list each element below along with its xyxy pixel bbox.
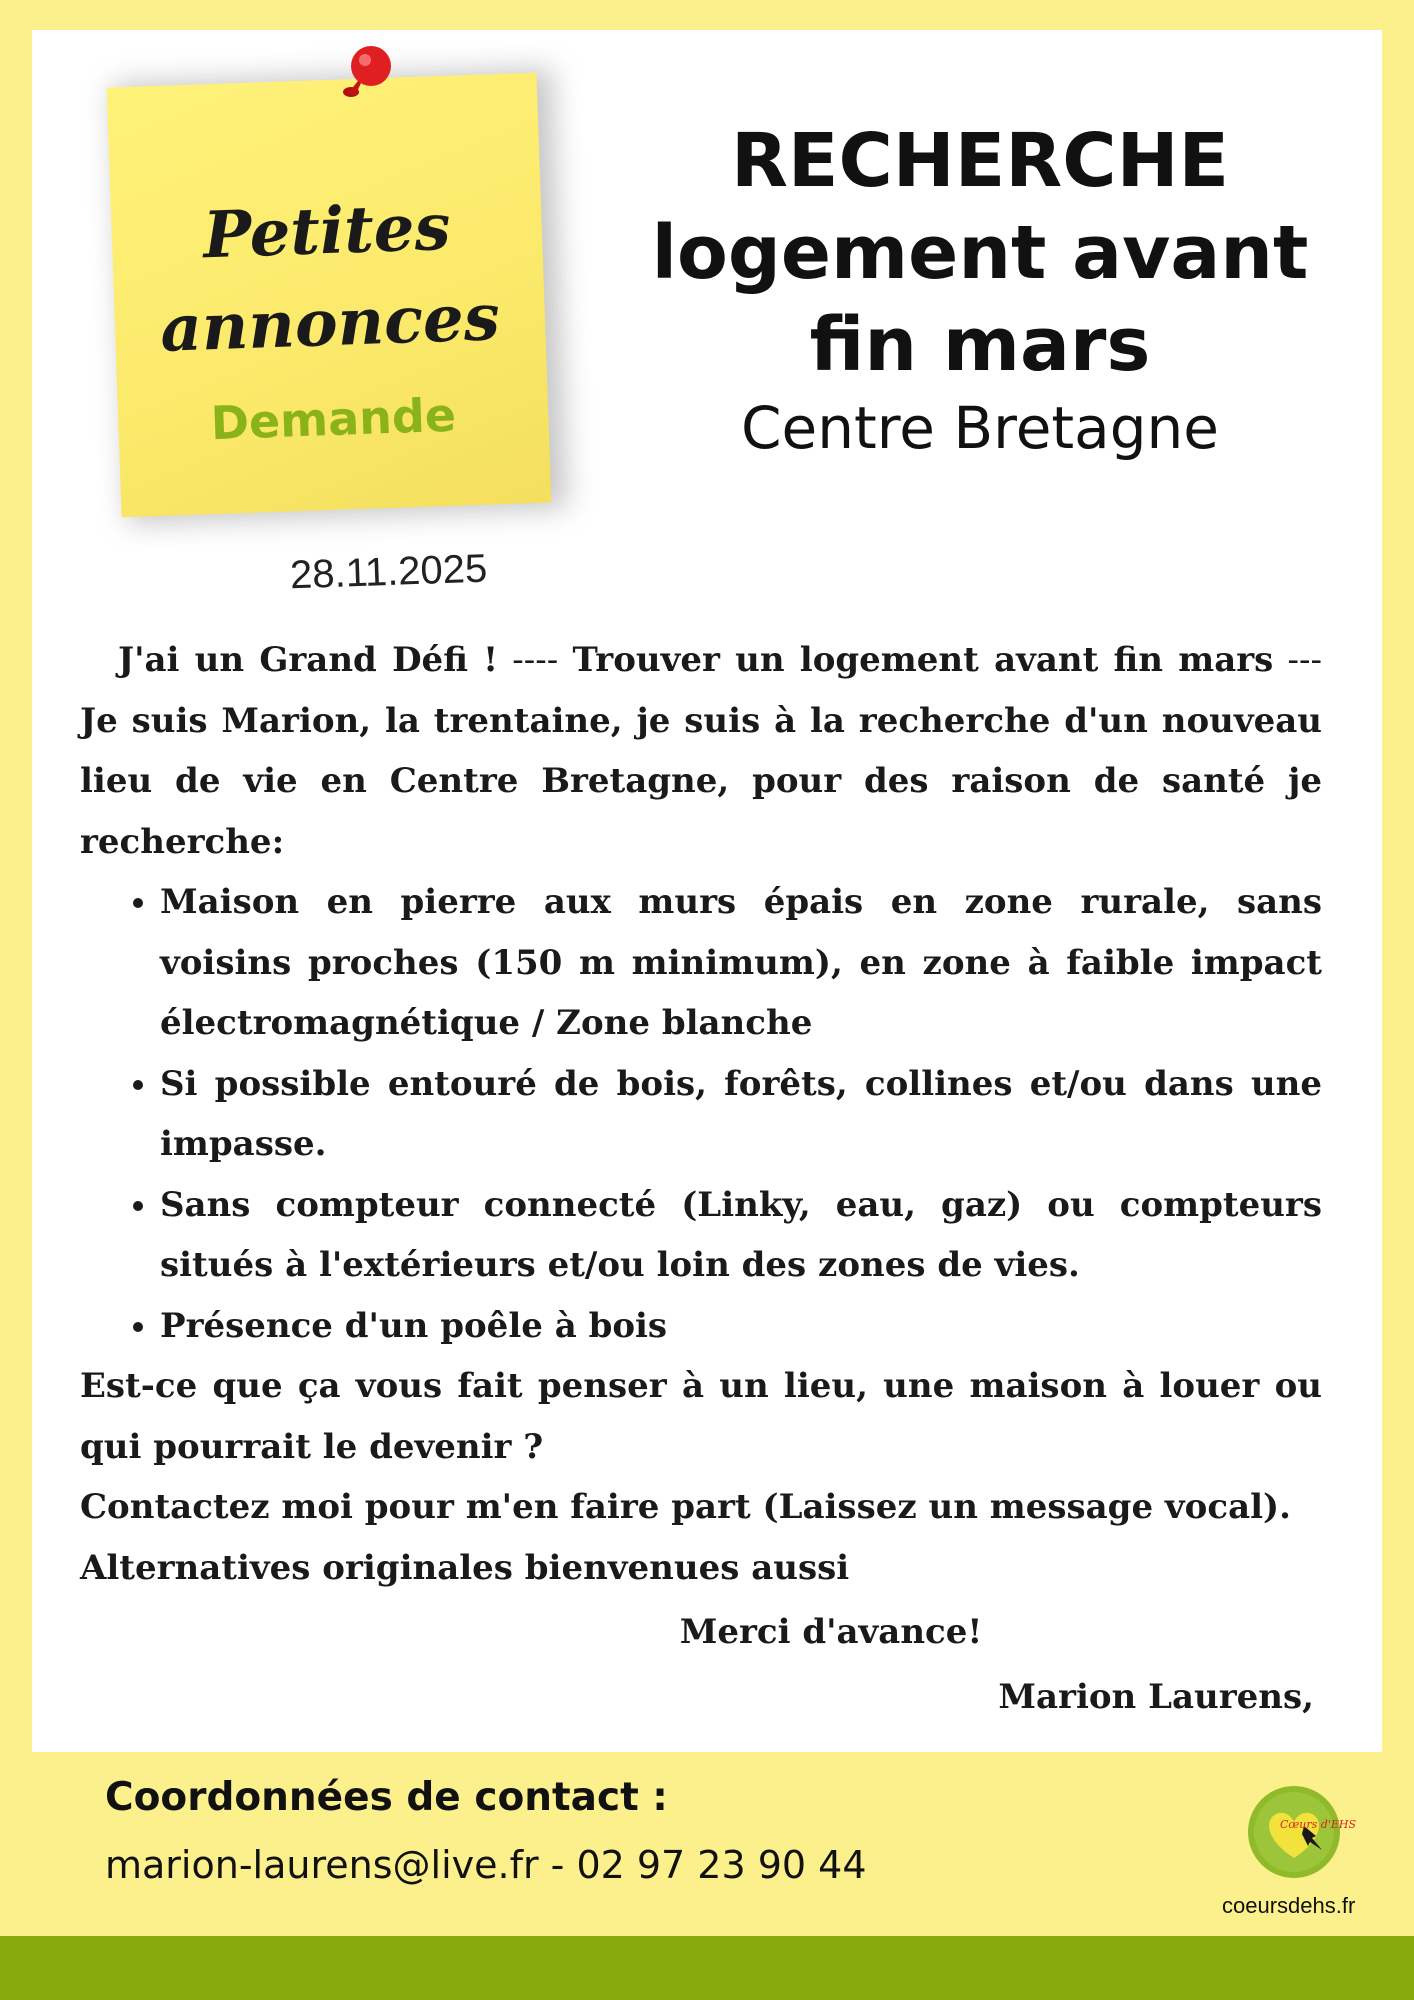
list-item: • Sans compteur connecté (Linky, eau, gaz) ou compteurs situés à l'extérieurs et/ou loin des zones de vies. (160, 1175, 1322, 1296)
website-link[interactable]: coeursdehs.fr (1222, 1893, 1356, 1918)
intro-paragraph (80, 630, 1322, 872)
list-item: • Maison en pierre aux murs épais en zone rurale, sans voisins proches (150 m minimum), en zone à faible impact électromagnétique / Zone blanche (160, 872, 1322, 1054)
note-title-line2: annonces (159, 280, 501, 367)
requirements-list (80, 872, 1322, 1356)
intro-challenge: J'ai un Grand Défi ! (118, 640, 499, 680)
intro-dash: --- (1273, 640, 1322, 680)
bottom-band (0, 1936, 1414, 2000)
alternatives-line: Alternatives originales bienvenues aussi (80, 1547, 850, 1588)
contact-info[interactable]: marion-laurens@live.fr - 02 97 23 90 44 (105, 1843, 867, 1887)
logo-text: Cœurs d'EHS (1280, 1818, 1357, 1831)
coeurs-dehs-logo (1246, 1784, 1357, 1880)
list-item: • Présence d'un poêle à bois (160, 1296, 1322, 1357)
note-subtitle: Demande (209, 387, 457, 451)
sticky-note-paper (107, 73, 552, 518)
announcement-body (80, 630, 1322, 1727)
announcement-date: 28.11.2025 (289, 546, 488, 598)
question-paragraph: Est-ce que ça vous fait penser à un lieu, une maison à louer ou qui pourrait le devenir ? (80, 1366, 1322, 1467)
heading (600, 115, 1360, 465)
heading-region: Centre Bretagne (741, 394, 1219, 462)
note-title-line1: Petites (201, 189, 452, 274)
intro-text: Je suis Marion, la trentaine, je suis à la recherche d'un nouveau lieu de vie en Centre Bretagne, pour des raison de santé je recherche: (80, 700, 1322, 862)
heading-line1: RECHERCHE (730, 118, 1230, 204)
intro-goal: Trouver un logement avant fin mars (572, 640, 1274, 680)
pushpin-icon (327, 40, 401, 114)
contact-label: Coordonnées de contact : (105, 1775, 668, 1820)
sticky-note (80, 40, 600, 600)
thanks-line: Merci d'avance! (679, 1612, 983, 1652)
list-item: • Si possible entouré de bois, forêts, collines et/ou dans une impasse. (160, 1054, 1322, 1175)
heading-line2: logement avant (651, 210, 1309, 296)
signature: Marion Laurens, (998, 1676, 1314, 1717)
intro-dash: ---- (498, 640, 573, 680)
heading-line3: fin mars (809, 302, 1151, 388)
contact-request: Contactez moi pour m'en faire part (Laissez un message vocal). (80, 1487, 1291, 1527)
